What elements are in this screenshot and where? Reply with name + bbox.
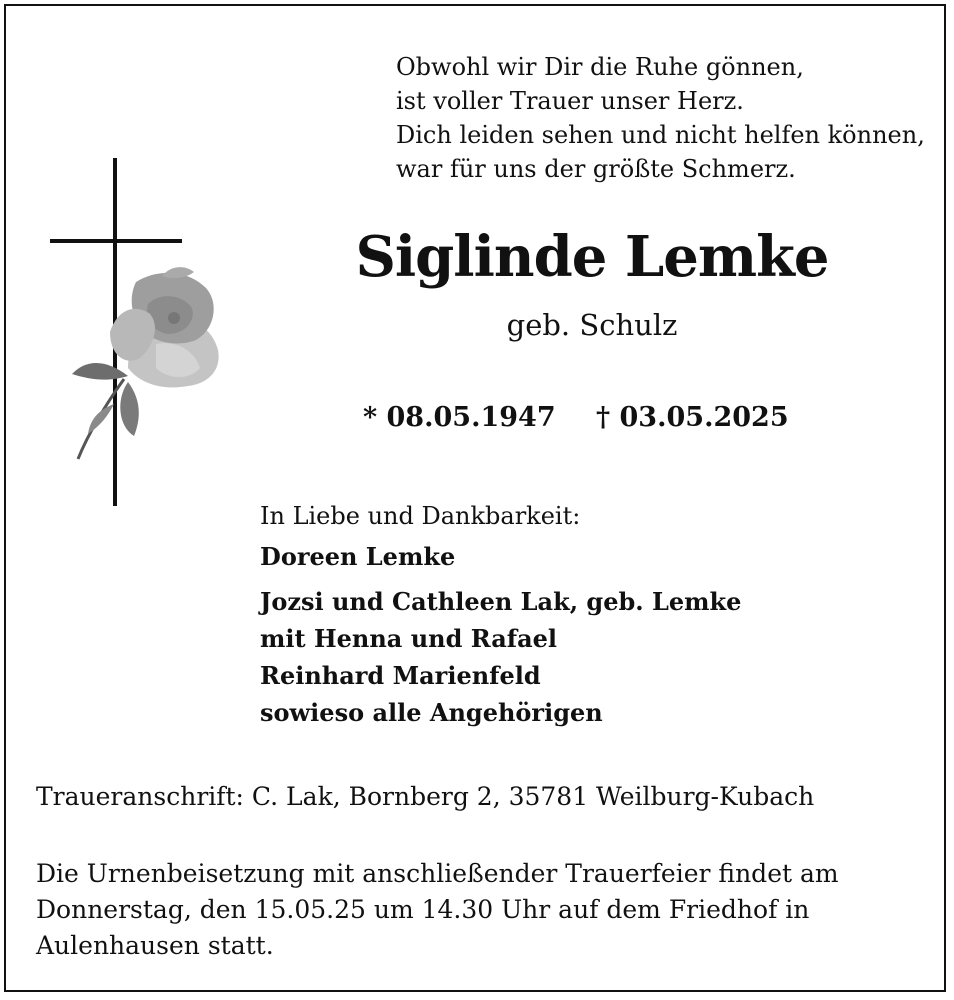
notice-line-3: Aulenhausen statt. <box>36 931 274 960</box>
family-member: Reinhard Marienfeld <box>260 661 541 690</box>
poem-line-1: Obwohl wir Dir die Ruhe gönnen, <box>396 53 804 81</box>
family-intro: In Liebe und Dankbarkeit: <box>260 502 581 530</box>
notice-line-1: Die Urnenbeisetzung mit anschließender Trauerfeier findet am <box>36 859 839 888</box>
family-member: sowieso alle Angehörigen <box>260 698 603 727</box>
notice-line-2: Donnerstag, den 15.05.25 um 14.30 Uhr auf dem Friedhof in <box>36 895 810 924</box>
poem-line-3: Dich leiden sehen und nicht helfen können, <box>396 121 925 149</box>
mourning-address: Traueranschrift: C. Lak, Bornberg 2, 35781 Weilburg-Kubach <box>36 782 815 811</box>
family-member: mit Henna und Rafael <box>260 624 558 653</box>
family-member: Jozsi und Cathleen Lak, geb. Lemke <box>260 587 742 616</box>
obituary-notice <box>4 4 946 992</box>
maiden-name: geb. Schulz <box>506 308 678 342</box>
death-date: † 03.05.2025 <box>596 402 789 433</box>
poem <box>396 50 925 186</box>
poem-line-4: war für uns der größte Schmerz. <box>396 155 796 183</box>
poem-line-2: ist voller Trauer unser Herz. <box>396 87 744 115</box>
deceased-name: Siglinde Lemke <box>355 224 829 290</box>
funeral-notice <box>36 856 936 964</box>
family-section <box>260 498 741 731</box>
family-member: Doreen Lemke <box>260 542 456 571</box>
rose-flower-icon <box>72 267 219 459</box>
birth-date: * 08.05.1947 <box>363 402 556 433</box>
